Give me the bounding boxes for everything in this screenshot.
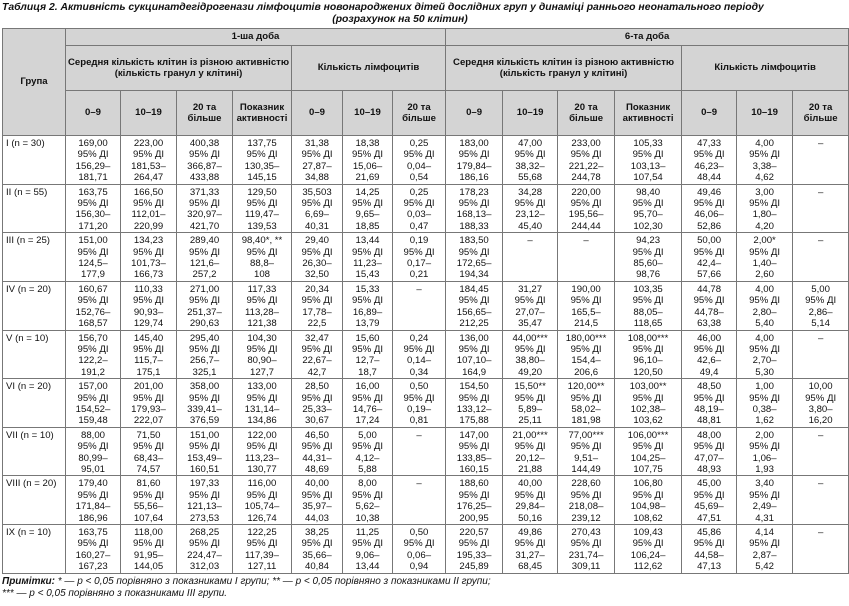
value-cell: 40,00 95% ДІ 35,97– 44,03 (292, 476, 343, 525)
value-cell: 0,25 95% ДІ 0,03– 0,47 (393, 184, 446, 233)
value-cell: 289,40 95% ДІ 121,6– 257,2 (177, 233, 233, 282)
header-d1-l-10-19: 10–19 (343, 91, 393, 136)
value-cell: 201,00 95% ДІ 179,93– 222,07 (121, 379, 177, 428)
value-cell: 16,00 95% ДІ 14,76– 17,24 (343, 379, 393, 428)
group-cell: ІІІ (n = 25) (3, 233, 66, 282)
value-cell: 105,33 95% ДІ 103,13– 107,54 (615, 136, 682, 185)
value-cell: 0,50 95% ДІ 0,06– 0,94 (393, 525, 446, 574)
notes-line-1: * — р < 0,05 порівняно з показниками І групи; ** — р < 0,05 порівняно з показниками ІІ групи; (54, 575, 491, 587)
value-cell: 4,14 95% ДІ 2,87– 5,42 (737, 525, 793, 574)
value-cell: 4,00 95% ДІ 3,38– 4,62 (737, 136, 793, 185)
value-cell: 160,67 95% ДІ 152,76– 168,57 (66, 281, 121, 330)
table-row (3, 525, 849, 574)
value-cell: 117,33 95% ДІ 113,28– 121,38 (233, 281, 292, 330)
value-cell: 178,23 95% ДІ 168,13– 188,33 (446, 184, 503, 233)
value-cell: 156,70 95% ДІ 122,2– 191,2 (66, 330, 121, 379)
value-cell: 0,50 95% ДІ 0,19– 0,81 (393, 379, 446, 428)
value-cell: 163,75 95% ДІ 160,27– 167,23 (66, 525, 121, 574)
header-d6-l-0-9: 0–9 (682, 91, 737, 136)
value-cell: 228,60 95% ДІ 218,08– 239,12 (558, 476, 615, 525)
value-cell: 0,25 95% ДІ 0,04– 0,54 (393, 136, 446, 185)
value-cell: 116,00 95% ДІ 105,74– 126,74 (233, 476, 292, 525)
value-cell: 184,45 95% ДІ 156,65– 212,25 (446, 281, 503, 330)
value-cell: 35,503 95% ДІ 6,69– 40,31 (292, 184, 343, 233)
value-cell: 106,80 95% ДІ 104,98– 108,62 (615, 476, 682, 525)
value-cell: – (393, 281, 446, 330)
value-cell: 220,00 95% ДІ 195,56– 244,44 (558, 184, 615, 233)
value-cell: 45,86 95% ДІ 44,58– 47,13 (682, 525, 737, 574)
value-cell: 29,40 95% ДІ 26,30– 32,50 (292, 233, 343, 282)
value-cell: 109,43 95% ДІ 106,24– 112,62 (615, 525, 682, 574)
group-cell: І (n = 30) (3, 136, 66, 185)
value-cell: 0,19 95% ДІ 0,17– 0,21 (393, 233, 446, 282)
value-cell: 134,23 95% ДІ 101,73– 166,73 (121, 233, 177, 282)
value-cell: 15,50** 95% ДІ 5,89– 25,11 (503, 379, 558, 428)
header-d1-l-0-9: 0–9 (292, 91, 343, 136)
value-cell: 2,00 95% ДІ 1,06– 1,93 (737, 427, 793, 476)
value-cell: 104,30 95% ДІ 80,90– 127,7 (233, 330, 292, 379)
value-cell: 13,44 95% ДІ 11,23– 15,43 (343, 233, 393, 282)
value-cell: 48,00 95% ДІ 47,07– 48,93 (682, 427, 737, 476)
caption-line-2: (розрахунок на 50 клітин) (332, 14, 468, 25)
value-cell: 151,00 95% ДІ 153,49– 160,51 (177, 427, 233, 476)
value-cell: 233,00 95% ДІ 221,22– 244,78 (558, 136, 615, 185)
value-cell: 94,23 95% ДІ 85,60– 98,76 (615, 233, 682, 282)
value-cell: 3,00 95% ДІ 1,80– 4,20 (737, 184, 793, 233)
table-row (3, 330, 849, 379)
value-cell: 122,25 95% ДІ 117,39– 127,11 (233, 525, 292, 574)
value-cell: 180,00*** 95% ДІ 154,4– 206,6 (558, 330, 615, 379)
value-cell: 45,00 95% ДІ 45,69– 47,51 (682, 476, 737, 525)
header-day1: 1-ша доба (66, 29, 446, 46)
value-cell: 179,40 95% ДІ 171,84– 186,96 (66, 476, 121, 525)
table-row (3, 476, 849, 525)
value-cell: 98,40 95% ДІ 95,70– 102,30 (615, 184, 682, 233)
value-cell: 3,40 95% ДІ 2,49– 4,31 (737, 476, 793, 525)
header-group: Група (3, 29, 66, 136)
value-cell: 400,38 95% ДІ 366,87– 433,88 (177, 136, 233, 185)
group-cell: ІІ (n = 55) (3, 184, 66, 233)
value-cell: – (793, 233, 849, 282)
header-d6-0-9: 0–9 (446, 91, 503, 136)
value-cell: 118,00 95% ДІ 91,95– 144,05 (121, 525, 177, 574)
value-cell: 48,50 95% ДІ 48,19– 48,81 (682, 379, 737, 428)
table-row (3, 281, 849, 330)
value-cell: 154,50 95% ДІ 133,12– 175,88 (446, 379, 503, 428)
value-cell: 32,47 95% ДІ 22,67– 42,7 (292, 330, 343, 379)
value-cell: 88,00 95% ДІ 80,99– 95,01 (66, 427, 121, 476)
value-cell: 2,00* 95% ДІ 1,40– 2,60 (737, 233, 793, 282)
value-cell: 133,00 95% ДІ 131,14– 134,86 (233, 379, 292, 428)
header-day6-avg-cells: Середня кількість клітин із різною активністю (кількість гранул у клітині) (446, 46, 682, 91)
value-cell: 49,46 95% ДІ 46,06– 52,86 (682, 184, 737, 233)
value-cell: – (393, 476, 446, 525)
group-cell: VI (n = 20) (3, 379, 66, 428)
value-cell: 183,50 95% ДІ 172,65– 194,34 (446, 233, 503, 282)
header-d6-l-10-19: 10–19 (737, 91, 793, 136)
header-day6-lymph: Кількість лімфоцитів (682, 46, 849, 91)
value-cell: 190,00 95% ДІ 165,5– 214,5 (558, 281, 615, 330)
value-cell: – (793, 427, 849, 476)
value-cell: 20,34 95% ДІ 17,78– 22,5 (292, 281, 343, 330)
value-cell: 15,33 95% ДІ 16,89– 13,79 (343, 281, 393, 330)
value-cell: 50,00 95% ДІ 42,4– 57,66 (682, 233, 737, 282)
table-row (3, 233, 849, 282)
header-d1-0-9: 0–9 (66, 91, 121, 136)
header-d6-20: 20 та більше (558, 91, 615, 136)
value-cell: – (793, 184, 849, 233)
value-cell: 103,00** 95% ДІ 102,38– 103,62 (615, 379, 682, 428)
table-row (3, 427, 849, 476)
value-cell: 46,00 95% ДІ 42,6– 49,4 (682, 330, 737, 379)
data-table (2, 28, 849, 574)
value-cell: 151,00 95% ДІ 124,5– 177,9 (66, 233, 121, 282)
value-cell: 358,00 95% ДІ 339,41– 376,59 (177, 379, 233, 428)
value-cell: 163,75 95% ДІ 156,30– 171,20 (66, 184, 121, 233)
value-cell: 47,33 95% ДІ 46,23– 48,44 (682, 136, 737, 185)
value-cell: 40,00 95% ДІ 29,84– 50,16 (503, 476, 558, 525)
value-cell: 106,00*** 95% ДІ 104,25– 107,75 (615, 427, 682, 476)
value-cell: 14,25 95% ДІ 9,65– 18,85 (343, 184, 393, 233)
table-body (3, 136, 849, 574)
group-cell: VII (n = 10) (3, 427, 66, 476)
header-d1-10-19: 10–19 (121, 91, 177, 136)
group-cell: V (n = 10) (3, 330, 66, 379)
header-day1-avg-cells: Середня кількість клітин із різною активністю (кількість гранул у клітині) (66, 46, 292, 91)
value-cell: – (558, 233, 615, 282)
value-cell: 8,00 95% ДІ 5,62– 10,38 (343, 476, 393, 525)
value-cell: – (393, 427, 446, 476)
value-cell: 44,78 95% ДІ 44,78– 63,38 (682, 281, 737, 330)
value-cell: 122,00 95% ДІ 113,23– 130,77 (233, 427, 292, 476)
table-caption (0, 0, 800, 28)
value-cell: 223,00 95% ДІ 181,53– 264,47 (121, 136, 177, 185)
value-cell: – (793, 476, 849, 525)
value-cell: 271,00 95% ДІ 251,37– 290,63 (177, 281, 233, 330)
value-cell: 21,00*** 95% ДІ 20,12– 21,88 (503, 427, 558, 476)
header-d1-index: Показник активності (233, 91, 292, 136)
value-cell: – (503, 233, 558, 282)
value-cell: 0,24 95% ДІ 0,14– 0,34 (393, 330, 446, 379)
value-cell: 169,00 95% ДІ 156,29– 181,71 (66, 136, 121, 185)
value-cell: 103,35 95% ДІ 88,05– 118,65 (615, 281, 682, 330)
value-cell: 15,60 95% ДІ 12,7– 18,7 (343, 330, 393, 379)
value-cell: 129,50 95% ДІ 119,47– 139,53 (233, 184, 292, 233)
value-cell: 120,00** 95% ДІ 58,02– 181,98 (558, 379, 615, 428)
header-d1-20: 20 та більше (177, 91, 233, 136)
value-cell: 145,40 95% ДІ 115,7– 175,1 (121, 330, 177, 379)
value-cell: 270,43 95% ДІ 231,74– 309,11 (558, 525, 615, 574)
caption-line-1: Таблиця 2. Активність сукцинатдегідрогенази лімфоцитів новонароджених дітей дослідних груп у динаміці раннього неонатального періоду (2, 2, 764, 13)
value-cell: 147,00 95% ДІ 133,85– 160,15 (446, 427, 503, 476)
header-d1-l-20: 20 та більше (393, 91, 446, 136)
value-cell: 28,50 95% ДІ 25,33– 30,67 (292, 379, 343, 428)
group-cell: IX (n = 10) (3, 525, 66, 574)
table-row (3, 136, 849, 185)
value-cell: 4,00 95% ДІ 2,70– 5,30 (737, 330, 793, 379)
value-cell: 5,00 95% ДІ 2,86– 5,14 (793, 281, 849, 330)
value-cell: 4,00 95% ДІ 2,80– 5,40 (737, 281, 793, 330)
group-cell: VIII (n = 20) (3, 476, 66, 525)
value-cell: 49,86 95% ДІ 31,27– 68,45 (503, 525, 558, 574)
value-cell: 110,33 95% ДІ 90,93– 129,74 (121, 281, 177, 330)
value-cell: 98,40*, ** 95% ДІ 88,8– 108 (233, 233, 292, 282)
value-cell: 31,38 95% ДІ 27,87– 34,88 (292, 136, 343, 185)
header-day1-lymph: Кількість лімфоцитів (292, 46, 446, 91)
value-cell: 81,60 95% ДІ 55,56– 107,64 (121, 476, 177, 525)
value-cell: 5,00 95% ДІ 4,12– 5,88 (343, 427, 393, 476)
value-cell: 38,25 95% ДІ 35,66– 40,84 (292, 525, 343, 574)
value-cell: – (793, 136, 849, 185)
value-cell: 371,33 95% ДІ 320,97– 421,70 (177, 184, 233, 233)
notes-line-2: *** — р < 0,05 порівняно з показниками ІІІ групи. (2, 587, 228, 599)
value-cell: – (793, 525, 849, 574)
header-d6-10-19: 10–19 (503, 91, 558, 136)
group-cell: IV (n = 20) (3, 281, 66, 330)
value-cell: 34,28 95% ДІ 23,12– 45,40 (503, 184, 558, 233)
value-cell: 136,00 95% ДІ 107,10– 164,9 (446, 330, 503, 379)
value-cell: 71,50 95% ДІ 68,43– 74,57 (121, 427, 177, 476)
value-cell: 137,75 95% ДІ 130,35– 145,15 (233, 136, 292, 185)
value-cell: 108,00*** 95% ДІ 96,10– 120,50 (615, 330, 682, 379)
value-cell: 47,00 95% ДІ 38,32– 55,68 (503, 136, 558, 185)
value-cell: 18,38 95% ДІ 15,06– 21,69 (343, 136, 393, 185)
value-cell: 44,00*** 95% ДІ 38,80– 49,20 (503, 330, 558, 379)
table-row (3, 379, 849, 428)
value-cell: 268,25 95% ДІ 224,47– 312,03 (177, 525, 233, 574)
header-d6-l-20: 20 та більше (793, 91, 849, 136)
header-d6-index: Показник активності (615, 91, 682, 136)
value-cell: 1,00 95% ДІ 0,38– 1,62 (737, 379, 793, 428)
value-cell: 166,50 95% ДІ 112,01– 220,99 (121, 184, 177, 233)
table-notes (0, 574, 800, 606)
value-cell: 157,00 95% ДІ 154,52– 159,48 (66, 379, 121, 428)
value-cell: 183,00 95% ДІ 179,84– 186,16 (446, 136, 503, 185)
notes-label: Примітки: (2, 575, 55, 587)
value-cell: 188,60 95% ДІ 176,25– 200,95 (446, 476, 503, 525)
value-cell: 10,00 95% ДІ 3,80– 16,20 (793, 379, 849, 428)
value-cell: 295,40 95% ДІ 256,7– 325,1 (177, 330, 233, 379)
value-cell: 31,27 95% ДІ 27,07– 35,47 (503, 281, 558, 330)
value-cell: 77,00*** 95% ДІ 9,51– 144,49 (558, 427, 615, 476)
table-row (3, 184, 849, 233)
value-cell: 220,57 95% ДІ 195,33– 245,89 (446, 525, 503, 574)
value-cell: – (793, 330, 849, 379)
value-cell: 46,50 95% ДІ 44,31– 48,69 (292, 427, 343, 476)
value-cell: 11,25 95% ДІ 9,06– 13,44 (343, 525, 393, 574)
header-day6: 6-та доба (446, 29, 849, 46)
value-cell: 197,33 95% ДІ 121,13– 273,53 (177, 476, 233, 525)
